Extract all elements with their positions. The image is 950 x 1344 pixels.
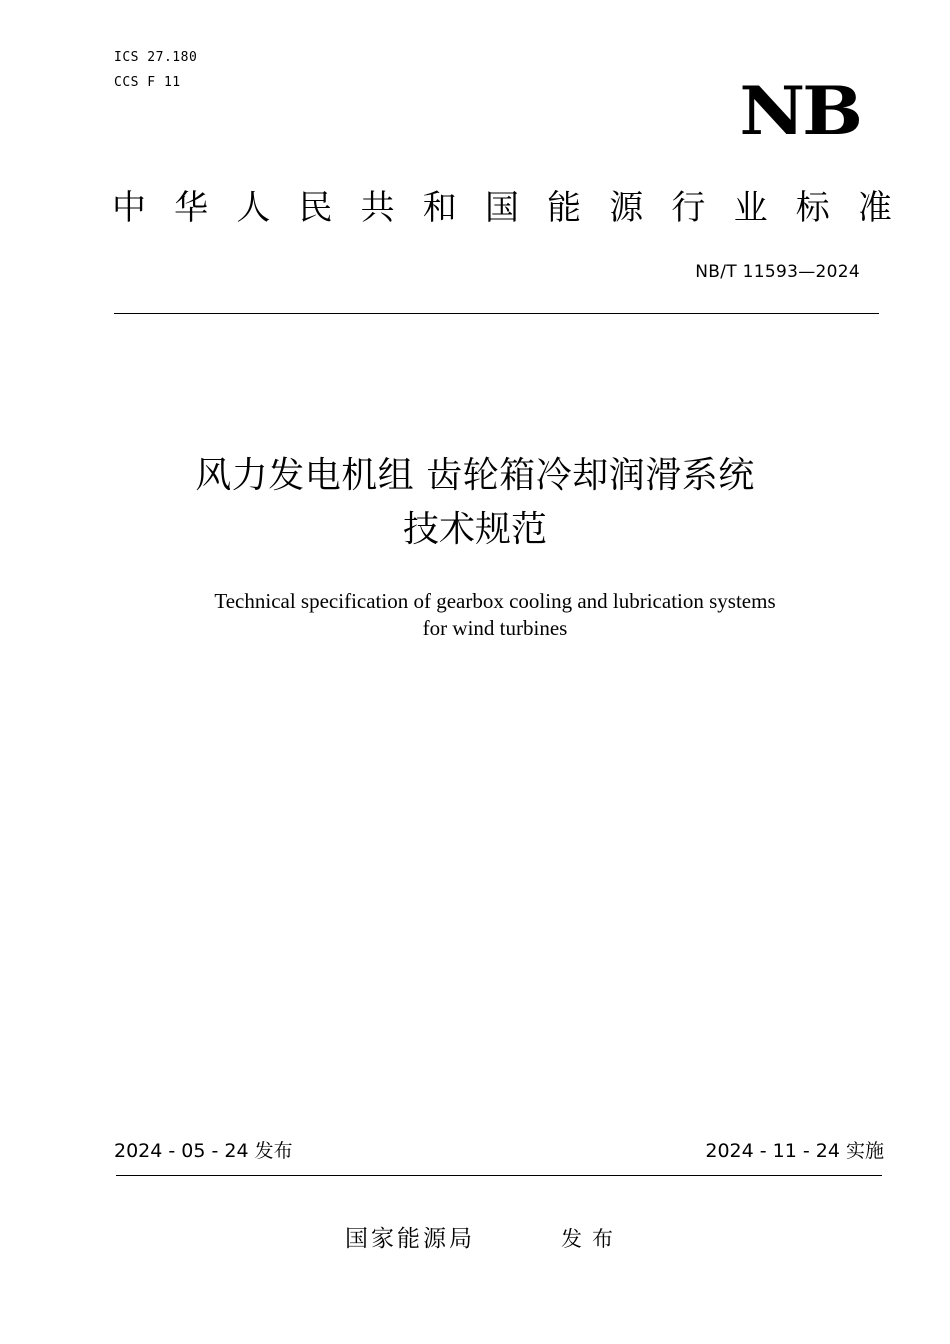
standard-number: NB/T 11593—2024 (695, 262, 860, 282)
title-char: 民 (298, 188, 333, 228)
title-char: 人 (236, 188, 271, 228)
issue-date: 2024 - 05 - 24 发布 (114, 1140, 293, 1162)
title-char: 行 (671, 188, 706, 228)
document-title-en-line2: for wind turbines (422, 616, 568, 640)
title-char: 标 (795, 188, 830, 228)
title-char: 和 (422, 188, 457, 228)
document-title-cn-line2: 技术规范 (402, 509, 547, 550)
title-char: 业 (733, 188, 768, 228)
nb-logo: NB (739, 71, 860, 150)
document-title-en-line1: Technical specification of gearbox cooling and lubrication systems (214, 589, 776, 613)
ics-code: ICS 27.180 (114, 50, 198, 65)
document-title-cn-line1: 风力发电机组 齿轮箱冷却润滑系统 (195, 455, 755, 496)
title-char: 共 (360, 188, 395, 228)
standard-category-title (112, 186, 892, 230)
implementation-date: 2024 - 11 - 24 实施 (705, 1140, 884, 1162)
top-divider (114, 313, 879, 314)
title-char: 国 (484, 188, 519, 228)
title-char: 能 (547, 188, 582, 228)
title-char: 准 (857, 188, 892, 228)
bottom-divider (116, 1175, 882, 1176)
title-char: 华 (174, 188, 209, 228)
publisher-name: 国家能源局 (345, 1226, 475, 1252)
title-char: 中 (112, 188, 146, 228)
ccs-code: CCS F 11 (114, 75, 181, 90)
publish-label: 发布 (561, 1227, 623, 1251)
title-char: 源 (609, 188, 644, 228)
